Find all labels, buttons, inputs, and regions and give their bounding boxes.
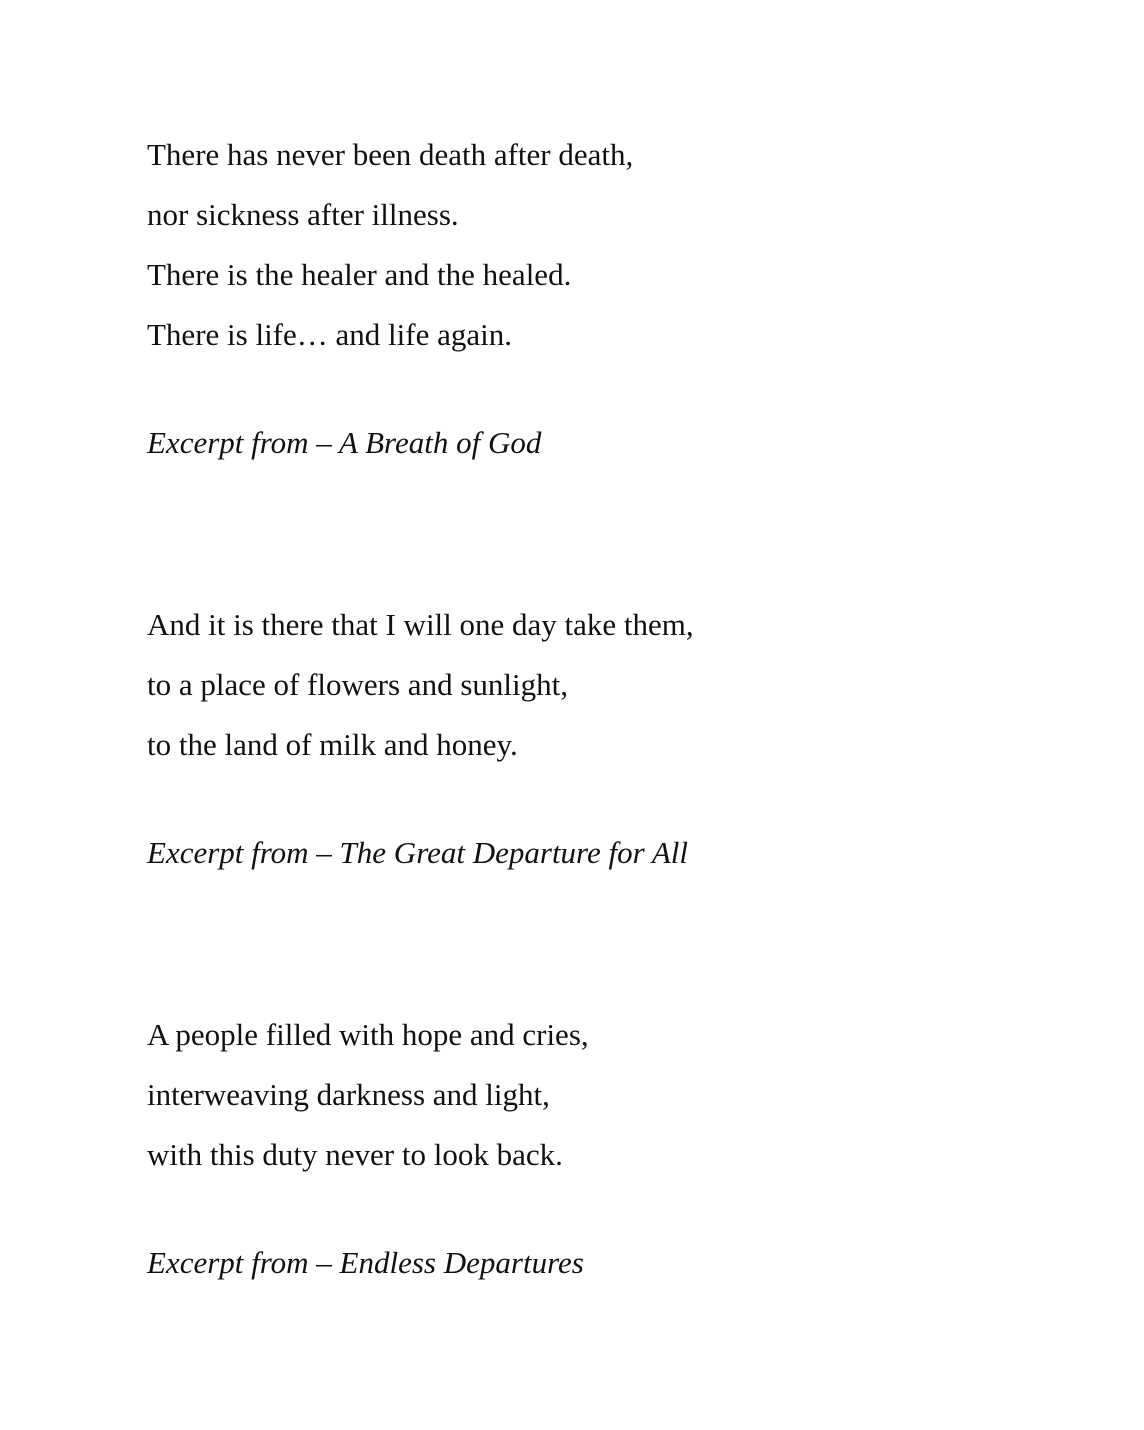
poem-line: There has never been death after death, <box>147 137 634 172</box>
poem-line: And it is there that I will one day take them, <box>147 607 694 642</box>
excerpt-caption: Excerpt from – The Great Departure for All <box>147 835 689 870</box>
poem-line: nor sickness after illness. <box>147 197 459 232</box>
poem-line: to a place of flowers and sunlight, <box>147 667 568 702</box>
poem-line: A people filled with hope and cries, <box>147 1017 589 1052</box>
poem-line: There is the healer and the healed. <box>147 257 572 292</box>
poem-line: interweaving darkness and light, <box>147 1077 550 1112</box>
excerpt-caption: Excerpt from – A Breath of God <box>147 425 542 460</box>
poem-line: to the land of milk and honey. <box>147 727 518 762</box>
poem-line: with this duty never to look back. <box>147 1137 563 1172</box>
poem-line: There is life… and life again. <box>147 317 512 352</box>
excerpt-caption: Excerpt from – Endless Departures <box>147 1245 584 1280</box>
